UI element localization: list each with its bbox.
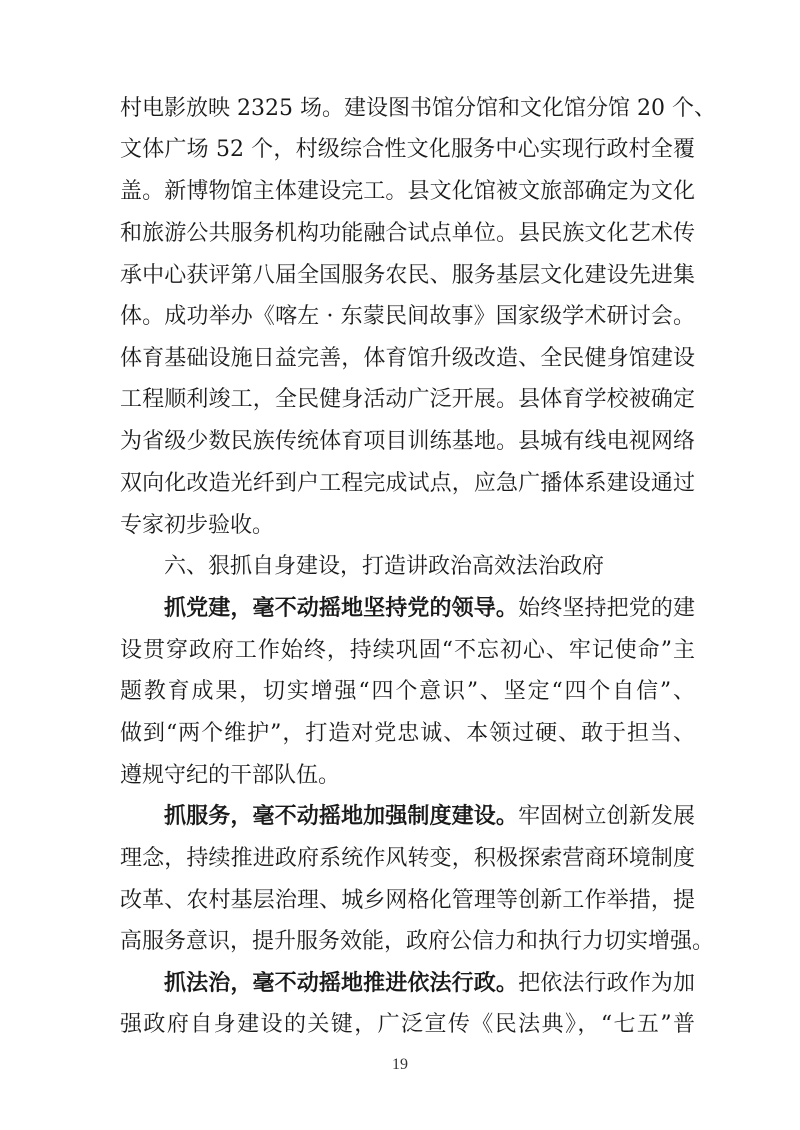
page-number: 19 <box>392 1056 408 1073</box>
body-text-line: 强政府自身建设的关键，广泛宣传《民法典》，“七五”普 <box>120 1012 695 1037</box>
paragraph-first-line <box>164 594 695 624</box>
body-text-line: 文体广场 52 个，村级综合性文化服务中心实现行政村全覆 <box>120 137 695 162</box>
paragraph-lead-rest: 始终坚持把党的建 <box>518 596 695 621</box>
body-text-line: 遵规守纪的干部队伍。 <box>120 763 341 788</box>
body-text-line: 做到“两个维护”，打造对党忠诚、本领过硬、敢于担当、 <box>120 721 695 746</box>
body-text-line: 工程顺利竣工，全民健身活动广泛开展。县体育学校被确定 <box>120 387 695 412</box>
body-text-line: 体育基础设施日益完善，体育馆升级改造、全民健身馆建设 <box>120 346 695 371</box>
body-text-line: 为省级少数民族传统体育项目训练基地。县城有线电视网络 <box>120 429 695 454</box>
body-text-line: 理念，持续推进政府系统作风转变，积极探索营商环境制度 <box>120 846 695 871</box>
body-text-line: 体。成功举办《喀左 · 东蒙民间故事》国家级学术研讨会。 <box>120 304 695 329</box>
body-text-line: 盖。新博物馆主体建设完工。县文化馆被文旅部确定为文化 <box>120 179 695 204</box>
body-text-line: 和旅游公共服务机构功能融合试点单位。县民族文化艺术传 <box>120 221 695 246</box>
paragraph-lead-rest: 把依法行政作为加 <box>518 971 695 996</box>
body-text-line: 村电影放映 2325 场。建设图书馆分馆和文化馆分馆 20 个、 <box>120 96 716 121</box>
body-text-line: 承中心获评第八届全国服务农民、服务基层文化建设先进集 <box>120 263 695 288</box>
body-text-line: 高服务意识，提升服务效能，政府公信力和执行力切实增强。 <box>120 929 715 954</box>
body-text-line: 专家初步验收。 <box>120 513 275 538</box>
paragraph-lead-bold: 抓党建，毫不动摇地坚持党的领导。 <box>164 596 519 621</box>
body-text-line: 设贯穿政府工作始终，持续巩固“不忘初心、牢记使命”主 <box>120 638 695 663</box>
paragraph-first-line <box>164 802 695 832</box>
paragraph-lead-bold: 抓服务，毫不动摇地加强制度建设。 <box>164 804 519 829</box>
paragraph-first-line <box>164 969 695 999</box>
body-text-line: 题教育成果，切实增强“四个意识”、坚定“四个自信”、 <box>120 679 695 704</box>
paragraph-lead-rest: 牢固树立创新发展 <box>518 804 695 829</box>
paragraph-lead-bold: 抓法治，毫不动摇地推进依法行政。 <box>164 971 519 996</box>
section-heading: 六、狠抓自身建设，打造讲政治高效法治政府 <box>164 554 605 579</box>
body-text-line: 改革、农村基层治理、城乡网格化管理等创新工作举措，提 <box>120 888 695 913</box>
body-text-line: 双向化改造光纤到户工程完成试点，应急广播体系建设通过 <box>120 471 695 496</box>
